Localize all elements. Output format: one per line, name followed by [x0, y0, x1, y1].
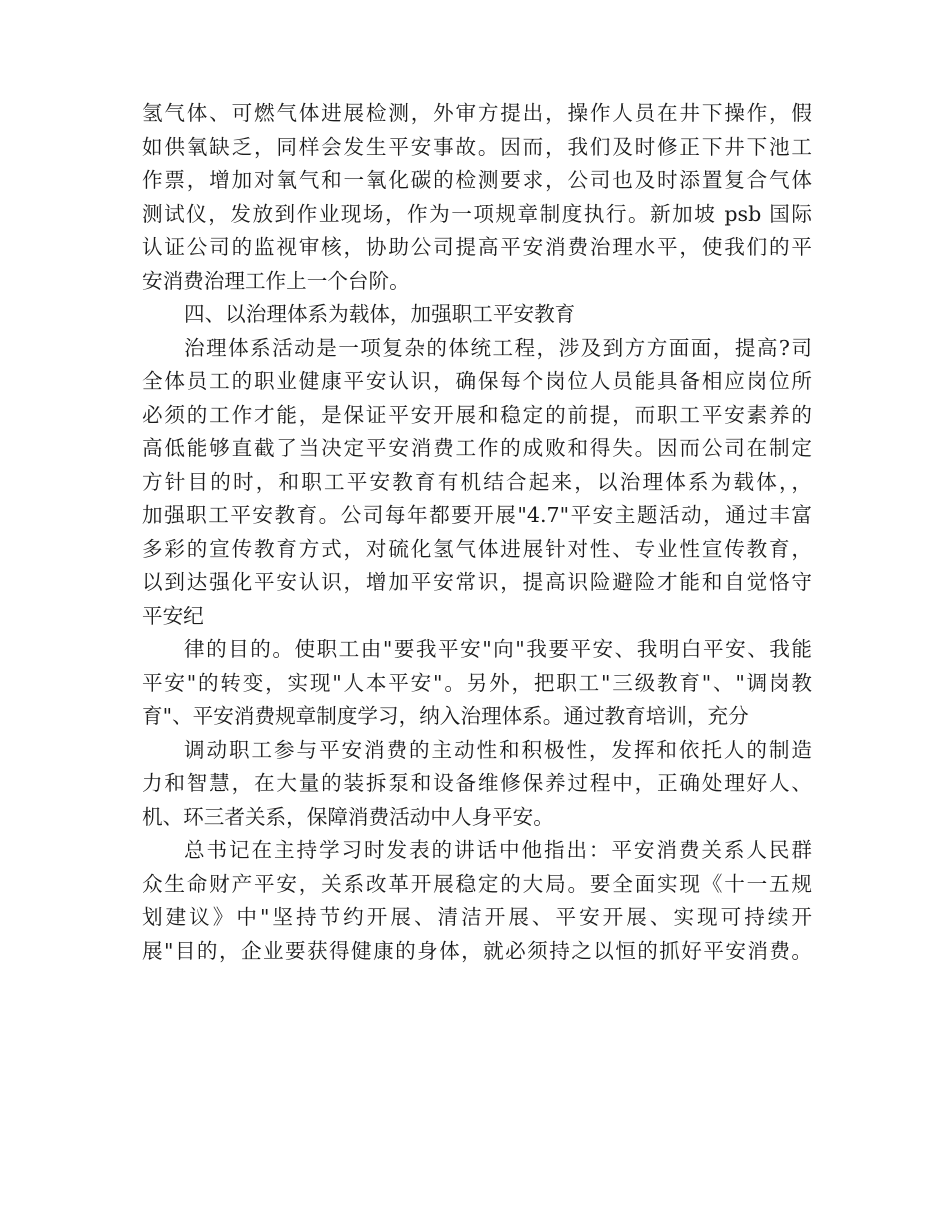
- text-line: 律的目的。使职工由"要我平安"向"我要平安、我明白平安、我能: [184, 637, 812, 661]
- text-line: 众生命财产平安，关系改革开展稳定的大局。要全面实现《十一五规: [142, 871, 812, 896]
- text-line: 认证公司的监视审核，协助公司提高平安消费治理水平，使我们的平: [142, 235, 812, 259]
- text-line: 多彩的宣传教育方式，对硫化氢气体进展针对性、专业性宣传教育，: [142, 536, 812, 561]
- text-line: 四、以治理体系为载体，加强职工平安教育: [184, 302, 576, 326]
- text-line: 高低能够直截了当决定平安消费工作的成败和得失。因而公司在制定: [142, 436, 812, 460]
- document-body-text: [142, 97, 812, 968]
- text-line: 总书记在主持学习时发表的讲话中他指出：平安消费关系人民群: [184, 838, 812, 862]
- text-line: 平安"的转变，实现"人本平安"。另外，把职工"三级教育"、"调岗教: [142, 670, 812, 695]
- text-line: 平安纪: [142, 603, 204, 628]
- text-line: 全体员工的职业健康平安认识，确保每个岗位人员能具备相应岗位所: [142, 369, 812, 393]
- text-line: 调动职工参与平安消费的主动性和积极性，发挥和依托人的制造: [184, 737, 812, 762]
- text-line: 测试仪，发放到作业现场，作为一项规章制度执行。新加坡 psb 国际: [142, 201, 812, 226]
- text-line: 划建议》中"坚持节约开展、清洁开展、平安开展、实现可持续开: [142, 905, 812, 929]
- text-line: 作票，增加对氧气和一氧化碳的检测要求，公司也及时添置复合气体: [142, 168, 812, 192]
- text-line: 如供氧缺乏，同样会发生平安事故。因而，我们及时修正下井下池工: [142, 134, 812, 159]
- text-line: 展"目的，企业要获得健康的身体，就必须持之以恒的抓好平安消费。: [142, 938, 812, 963]
- text-line: 以到达强化平安认识，增加平安常识，提高识险避险才能和自觉恪守: [142, 570, 812, 594]
- text-line: 机、环三者关系，保障消费活动中人身平安。: [142, 804, 554, 829]
- text-line: 氢气体、可燃气体进展检测，外审方提出，操作人员在井下操作，假: [142, 101, 812, 125]
- text-line: 安消费治理工作上一个台阶。: [142, 268, 410, 293]
- text-line: 方针目的时，和职工平安教育有机结合起来，以治理体系为载体，，: [142, 469, 812, 494]
- text-line: 加强职工平安教育。公司每年都要开展"4.7"平安主题活动，通过丰富: [142, 503, 812, 527]
- text-line: 育"、平安消费规章制度学习，纳入治理体系。通过教育培训，充分: [142, 704, 749, 728]
- text-line: 必须的工作才能，是保证平安开展和稳定的前提，而职工平安素养的: [142, 402, 812, 427]
- text-line: 治理体系活动是一项复杂的体统工程，涉及到方方面面，提高?司: [184, 335, 812, 360]
- text-line: 力和智慧，在大量的装拆泵和设备维修保养过程中，正确处理好人、: [142, 771, 812, 795]
